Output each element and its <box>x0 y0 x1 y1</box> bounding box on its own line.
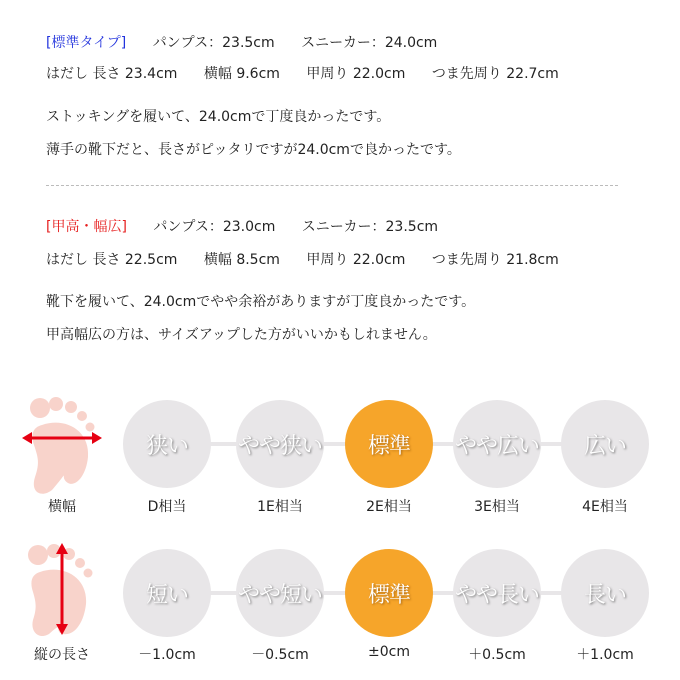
length-option-long[interactable] <box>561 549 649 637</box>
standard-comment-2: 薄手の靴下だと、長さがピッタリですが24.0cmで良かったです。 <box>46 142 461 158</box>
length-value-2: ±0cm <box>368 644 410 660</box>
length-option-standard[interactable] <box>345 549 433 637</box>
standard-measures <box>46 63 559 83</box>
option-label: 標準 <box>367 582 410 608</box>
standard-header <box>46 32 437 52</box>
width-value-1: 1E相当 <box>257 499 303 515</box>
divider <box>46 185 618 186</box>
option-label: やや狭い <box>237 433 322 459</box>
length-option-slightly-short[interactable] <box>236 549 324 637</box>
length-value-3: ＋0.5cm <box>468 647 526 663</box>
length-scale-label: 縦の長さ <box>34 647 90 663</box>
standard-pumps: パンプス：23.5cm <box>152 35 275 51</box>
option-label: 狭い <box>145 433 188 459</box>
width-value-3: 3E相当 <box>474 499 520 515</box>
measure-instep: 甲周り 22.0cm <box>306 66 406 82</box>
wide-pumps: パンプス：23.0cm <box>153 219 276 235</box>
wide-tag: [甲高・幅広] <box>46 219 127 235</box>
measure-width: 横幅 9.6cm <box>203 66 280 82</box>
width-option-standard[interactable] <box>345 400 433 488</box>
length-option-slightly-long[interactable] <box>453 549 541 637</box>
measure-length: はだし 長さ 23.4cm <box>46 66 178 82</box>
wide-sneaker: スニーカー：23.5cm <box>301 219 439 235</box>
option-label: 長い <box>583 582 626 608</box>
length-value-1: －0.5cm <box>251 647 309 663</box>
measure-length: はだし 長さ 22.5cm <box>46 252 178 268</box>
width-option-wide[interactable] <box>561 400 649 488</box>
width-value-2: 2E相当 <box>366 499 412 515</box>
foot-width-icon <box>20 395 104 505</box>
width-value-0: D相当 <box>147 499 187 515</box>
measure-instep: 甲周り 22.0cm <box>306 252 406 268</box>
width-option-narrow[interactable] <box>123 400 211 488</box>
option-label: 広い <box>583 433 626 459</box>
wide-header <box>46 216 438 236</box>
wide-comment-1: 靴下を履いて、24.0cmでやや余裕がありますが丁度良かったです。 <box>46 294 476 310</box>
wide-measures <box>46 249 559 269</box>
length-value-4: ＋1.0cm <box>576 647 634 663</box>
length-option-short[interactable] <box>123 549 211 637</box>
measure-toe: つま先周り 22.7cm <box>431 66 559 82</box>
standard-comment-1: ストッキングを履いて、24.0cmで丁度良かったです。 <box>46 109 391 125</box>
option-label: やや広い <box>454 433 539 459</box>
option-label: やや短い <box>237 582 322 608</box>
option-label: 短い <box>145 582 188 608</box>
standard-sneaker: スニーカー：24.0cm <box>301 35 438 51</box>
wide-comment-2: 甲高幅広の方は、サイズアップした方がいいかもしれません。 <box>46 327 437 343</box>
foot-length-icon <box>25 542 99 636</box>
option-label: やや長い <box>454 582 539 608</box>
width-value-4: 4E相当 <box>582 499 628 515</box>
length-value-0: －1.0cm <box>138 647 196 663</box>
measure-toe: つま先周り 21.8cm <box>431 252 559 268</box>
width-scale-label: 横幅 <box>48 499 76 515</box>
standard-tag: [標準タイプ] <box>46 35 127 51</box>
option-label: 標準 <box>367 433 410 459</box>
width-option-slightly-wide[interactable] <box>453 400 541 488</box>
measure-width: 横幅 8.5cm <box>203 252 280 268</box>
width-option-slightly-narrow[interactable] <box>236 400 324 488</box>
